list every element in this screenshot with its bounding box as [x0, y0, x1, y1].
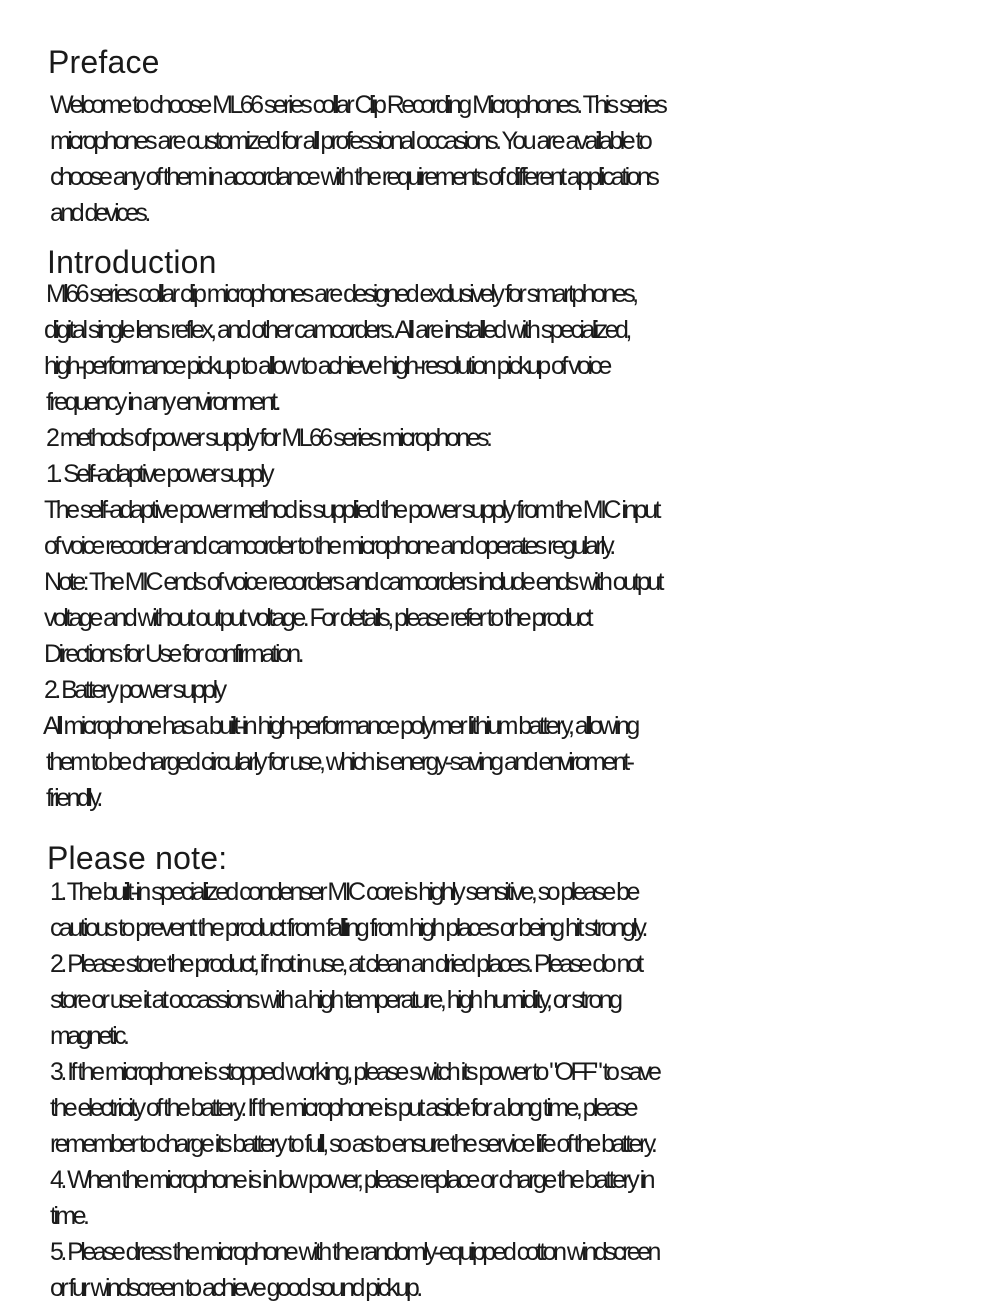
- introduction-line: 1. Self-adaptive power supply: [46, 460, 272, 488]
- introduction-line: 2. Battery power supply: [44, 676, 224, 704]
- preface-line: choose any of them in accordance with the requirements of different applications: [50, 163, 657, 191]
- please-note-line: 4. When the microphone is in low power, please replace or charge the battery in: [50, 1166, 652, 1194]
- introduction-line: The self-adaptive power method is supplied the power supply from the MIC input: [44, 496, 658, 524]
- introduction-line: high-performance pickup to allow to achieve high-resolution pickup of voice: [44, 352, 609, 380]
- introduction-line: them to be charged circularly for use, which is energy-saving and enviroment-: [46, 748, 632, 776]
- please-note-section: [0, 840, 1000, 1306]
- introduction-line: frequency in any environment.: [46, 388, 278, 416]
- preface-body: [0, 87, 1000, 231]
- please-note-line: or fur windscreen to achieve good sound pickup.: [50, 1274, 420, 1302]
- please-note-line: store or use it at occassions with a high temperature, high humidity, or strong: [50, 986, 620, 1014]
- preface-line: Welcome to choose ML66 series collar Clip Recording Microphones. This series: [50, 91, 665, 119]
- introduction-line: digital single lens reflex, and other camcorders. All are installed with specialized,: [44, 316, 629, 344]
- introduction-line: friendly.: [46, 784, 100, 812]
- introduction-line: Note: The MIC ends of voice recorders and camcorders include ends with output: [44, 568, 661, 596]
- preface-heading: Preface: [48, 44, 160, 80]
- preface-line: and devices.: [50, 199, 148, 227]
- please-note-heading: Please note:: [47, 840, 228, 876]
- introduction-body: [0, 276, 1000, 816]
- please-note-line: 1. The built-in specialized condenser MIC core is highly sensitive, so please be: [50, 878, 637, 906]
- please-note-line: time.: [50, 1202, 87, 1230]
- introduction-line: Ml66 series collar clip microphones are designed exclusively for smartphones,: [46, 280, 636, 308]
- introduction-section: [0, 244, 1000, 816]
- please-note-line: magnetic.: [50, 1022, 127, 1050]
- preface-line: microphones are customized for all professional occasions. You are available to: [50, 127, 650, 155]
- please-note-line: 3. If the microphone is stopped working, please switch its power to "OFF" to save: [50, 1058, 659, 1086]
- please-note-line: 2. Please store the product, if not in use, at clean an dried places. Please do not: [50, 950, 641, 978]
- introduction-line: of voice recorder and camcorder to the microphone and operates regularly.: [44, 532, 613, 560]
- introduction-heading: Introduction: [47, 244, 217, 280]
- introduction-line: 2 methods of power supply for ML66 series microphones:: [46, 424, 490, 452]
- please-note-line: the electricity of the battery. If the microphone is put aside for a long time, please: [50, 1094, 635, 1122]
- preface-section: [0, 44, 1000, 231]
- please-note-line: remember to charge its battery to full, so as to ensure the service life of the battery.: [50, 1130, 655, 1158]
- introduction-line: voltage and without output voltage. For details, please refer to the product: [44, 604, 590, 632]
- introduction-line: All microphone has a built-in high-performance polymer lithium battery, allowing: [43, 712, 637, 740]
- please-note-line: 5. Please dress the microphone with the randomly-equipped cotton windscreen: [50, 1238, 658, 1266]
- please-note-body: [0, 874, 1000, 1306]
- introduction-line: Directions for Use for confirmation.: [44, 640, 302, 668]
- please-note-line: cautious to prevent the product from falling from high places or being hit strongly.: [50, 914, 645, 942]
